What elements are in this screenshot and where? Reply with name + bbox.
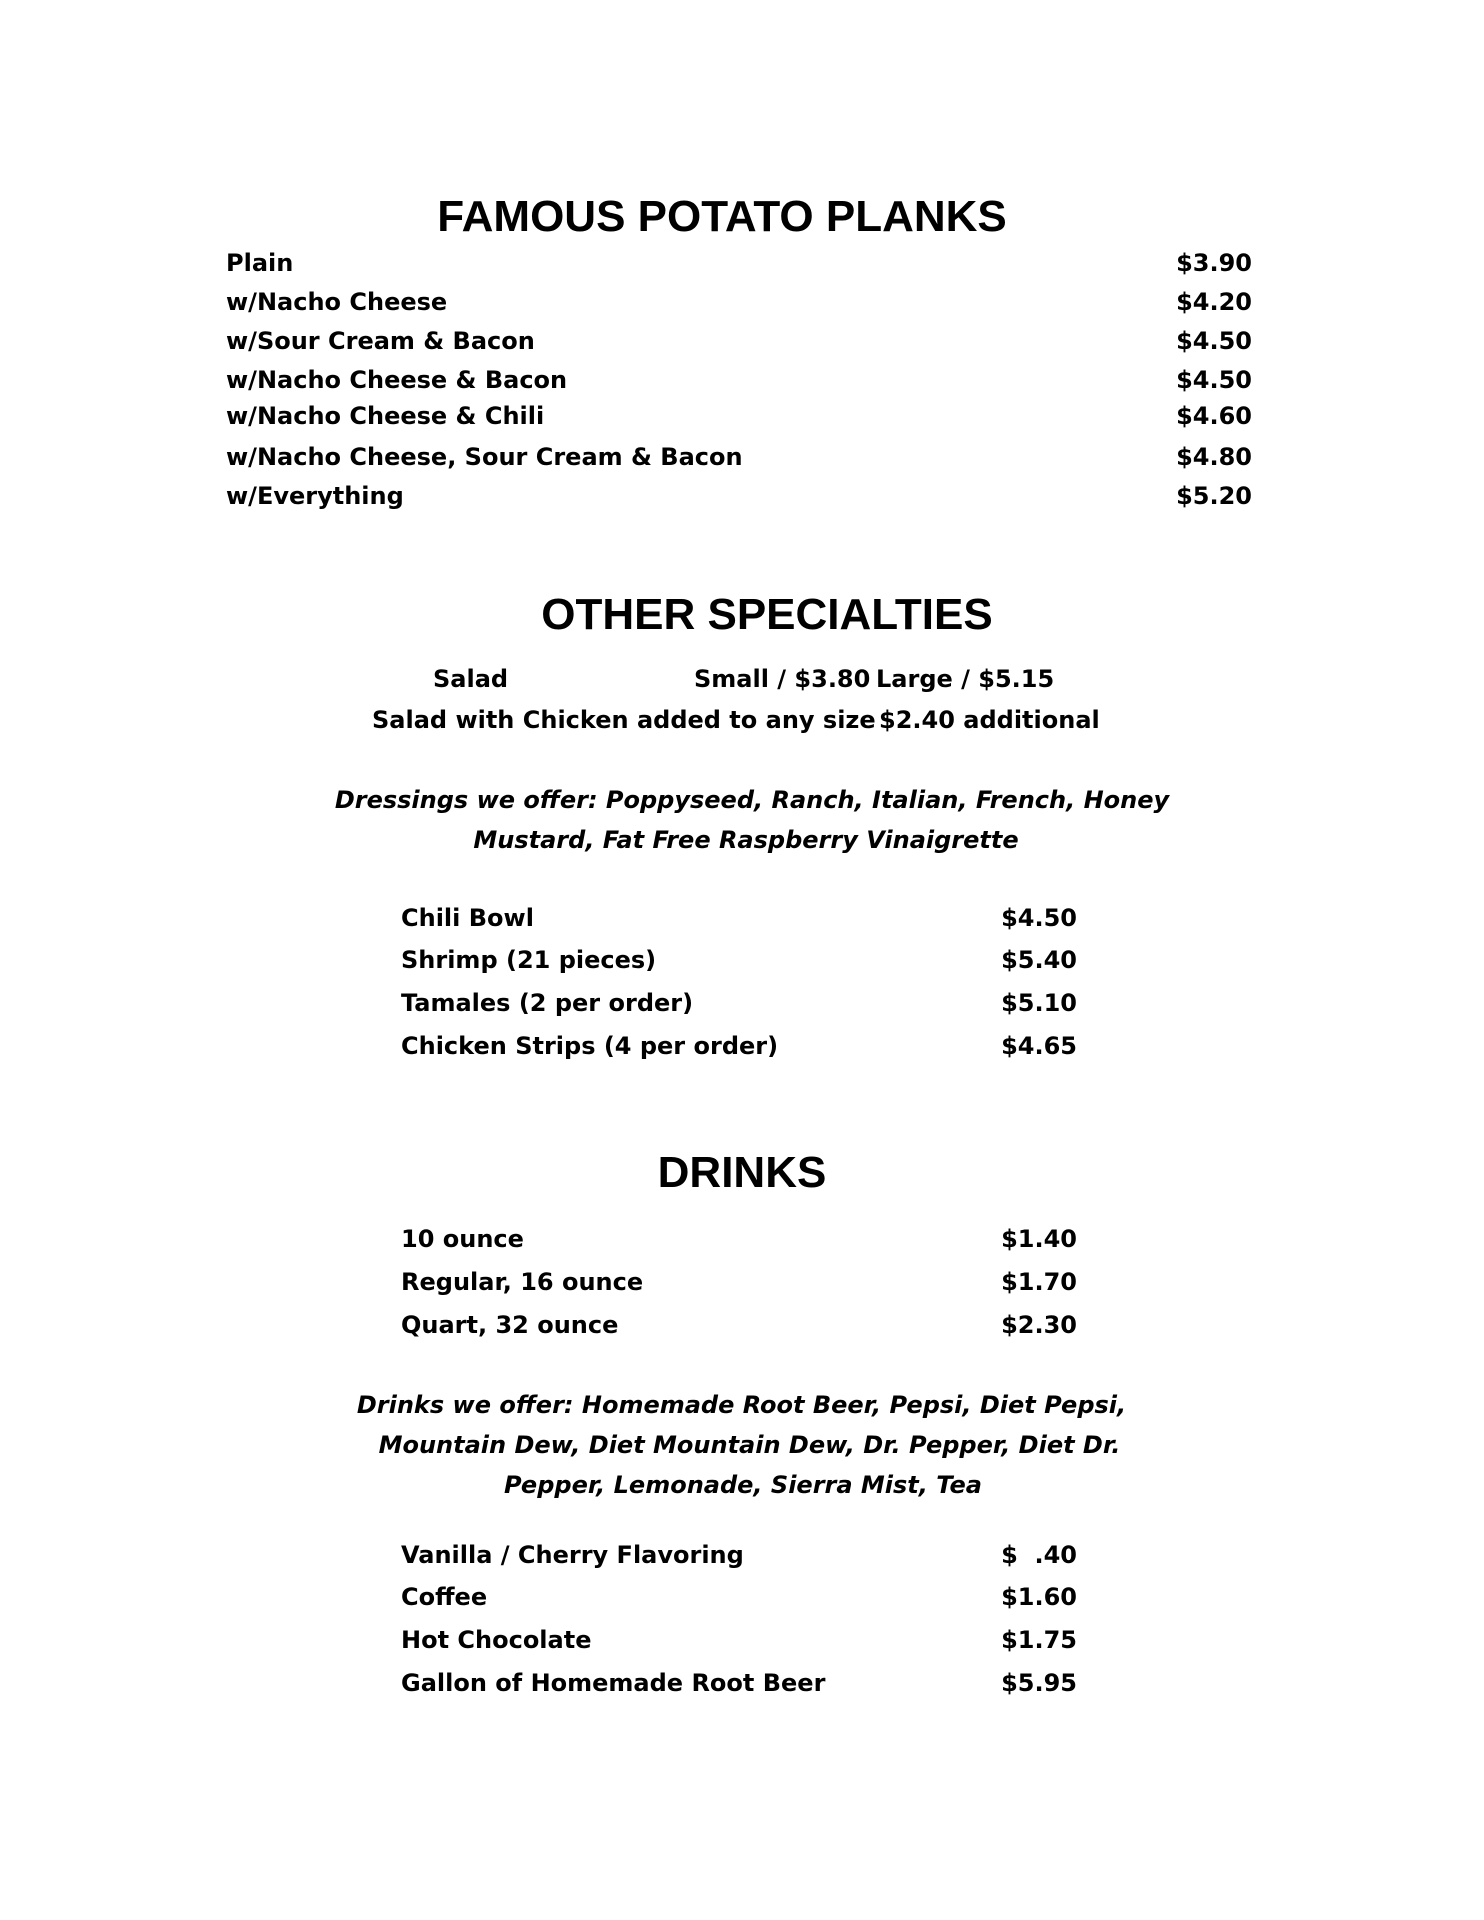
item-name: Regular, 16 ounce [401,1268,644,1296]
item-name: w/Everything [226,482,404,510]
specialty-item-chili-bowl [401,903,1077,933]
item-price: $5.20 [1176,482,1252,510]
dressings-note-line-1: Dressings we offer: Poppyseed, Ranch, Italian, French, Honey [334,786,1170,814]
item-price: $5.95 [1001,1669,1077,1697]
item-price: $5.10 [1001,989,1077,1017]
potato-item-everything [226,481,1252,511]
dressings-note-line-2: Mustard, Fat Free Raspberry Vinaigrette [473,826,1019,854]
item-name: Coffee [401,1583,488,1611]
item-price: $4.65 [1001,1032,1077,1060]
drinks-offer-line-2: Mountain Dew, Diet Mountain Dew, Dr. Pepper, Diet Dr. [378,1431,1121,1459]
drinks-heading: DRINKS [657,1148,827,1197]
potato-item-nacho-cheese-chili [226,401,1252,431]
item-price: $ .40 [1001,1541,1077,1569]
potato-planks-heading: FAMOUS POTATO PLANKS [437,192,1007,241]
potato-item-plain [226,248,1252,278]
item-price: $2.30 [1001,1311,1077,1339]
specialty-item-shrimp [401,945,1077,975]
item-name: w/Nacho Cheese & Bacon [226,366,568,394]
potato-item-sour-cream-bacon [226,326,1252,356]
salad-small-price: Small / $3.80 [694,665,871,693]
drink-extra-flavoring [401,1540,1077,1570]
item-name: w/Nacho Cheese [226,288,448,316]
drink-extra-gallon-root-beer [401,1668,1077,1698]
item-price: $1.60 [1001,1583,1077,1611]
salad-name: Salad [433,665,509,693]
item-price: $4.80 [1176,443,1252,471]
specialty-item-tamales [401,988,1077,1018]
item-price: $5.40 [1001,946,1077,974]
item-name: w/Nacho Cheese, Sour Cream & Bacon [226,443,743,471]
drink-size-quart [401,1310,1077,1340]
item-name: 10 ounce [401,1225,524,1253]
drink-extra-hot-chocolate [401,1625,1077,1655]
item-name: Plain [226,249,294,277]
item-price: $1.75 [1001,1626,1077,1654]
item-name: Tamales (2 per order) [401,989,694,1017]
item-name: Hot Chocolate [401,1626,592,1654]
item-name: w/Sour Cream & Bacon [226,327,535,355]
item-name: Shrimp (21 pieces) [401,946,657,974]
salad-chicken-price: $2.40 additional [879,706,1100,734]
item-name: Gallon of Homemade Root Beer [401,1669,826,1697]
item-name: Chili Bowl [401,904,534,932]
drink-extra-coffee [401,1582,1077,1612]
item-price: $4.60 [1176,402,1252,430]
item-price: $4.50 [1001,904,1077,932]
specialty-item-chicken-strips [401,1031,1077,1061]
item-price: $4.20 [1176,288,1252,316]
item-name: Chicken Strips (4 per order) [401,1032,779,1060]
item-price: $4.50 [1176,327,1252,355]
item-name: Quart, 32 ounce [401,1311,619,1339]
item-name: Vanilla / Cherry Flavoring [401,1541,744,1569]
item-name: w/Nacho Cheese & Chili [226,402,545,430]
drinks-offer-line-3: Pepper, Lemonade, Sierra Mist, Tea [503,1471,983,1499]
salad-chicken-text: Salad with Chicken added to any size [372,706,876,734]
item-price: $3.90 [1176,249,1252,277]
potato-item-nacho-cheese [226,287,1252,317]
potato-item-nacho-sour-bacon [226,442,1252,472]
drink-size-10-ounce [401,1224,1077,1254]
item-price: $1.40 [1001,1225,1077,1253]
drinks-offer-line-1: Drinks we offer: Homemade Root Beer, Pepsi, Diet Pepsi, [356,1391,1127,1419]
item-price: $4.50 [1176,366,1252,394]
salad-large-price: Large / $5.15 [876,665,1055,693]
item-price: $1.70 [1001,1268,1077,1296]
potato-item-nacho-cheese-bacon [226,365,1252,395]
drink-size-regular [401,1267,1077,1297]
other-specialties-heading: OTHER SPECIALTIES [541,590,993,639]
